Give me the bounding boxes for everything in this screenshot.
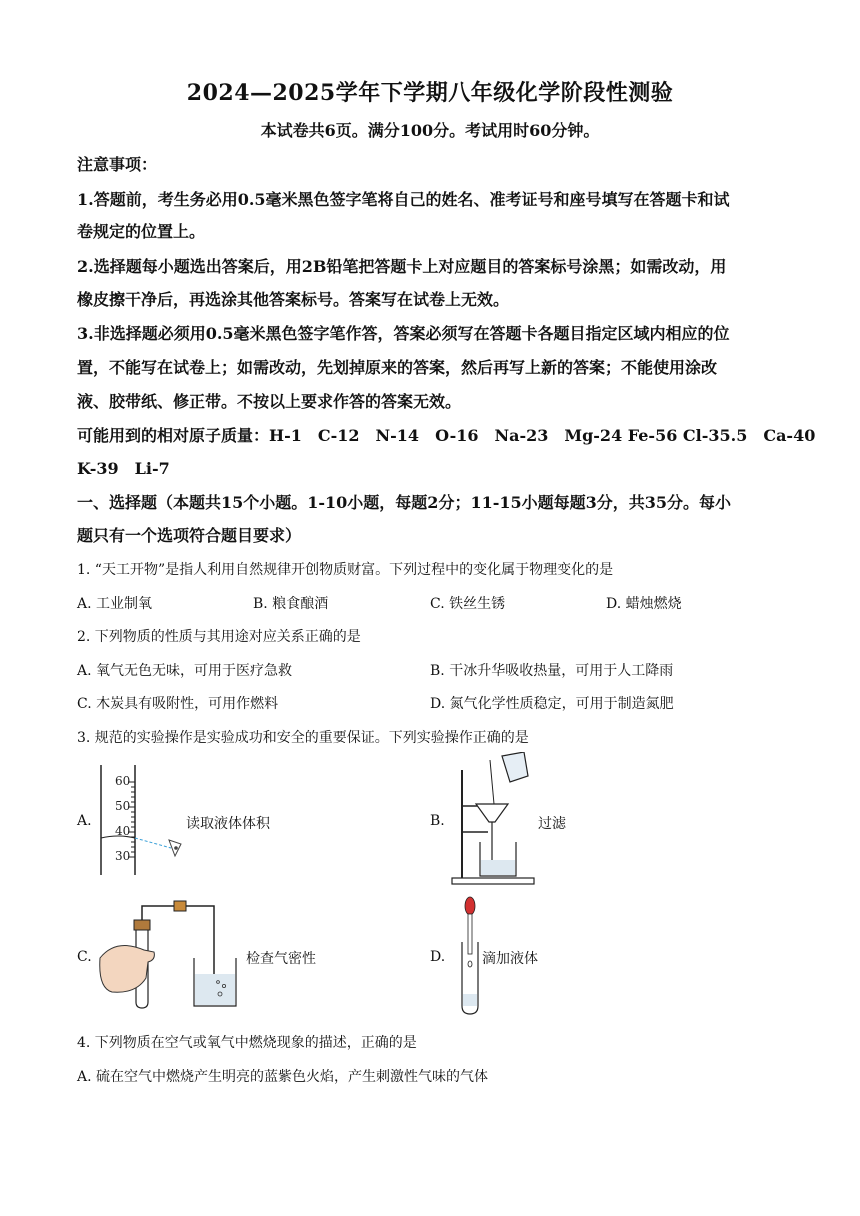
q2-option-b[interactable]: B. 干冰升华吸收热量，可用于人工降雨 xyxy=(430,663,674,679)
q3-option-b-letter[interactable]: B. xyxy=(430,813,445,829)
question-1-stem: 1. “天工开物”是指人利用自然规律开创物质财富。下列过程中的变化属于物理变化的是 xyxy=(77,562,614,578)
q3-option-a-caption: 读取液体体积 xyxy=(186,816,270,832)
notice-line: 2.选择题每小题选出答案后，用2B铅笔把答题卡上对应题目的答案标号涂黑；如需改动，用 xyxy=(77,257,727,276)
tick-label-50: 50 xyxy=(115,799,131,813)
q1-option-b[interactable]: B. 粮食酿酒 xyxy=(253,596,329,612)
exam-subtitle: 本试卷共6页。满分100分。考试用时60分钟。 xyxy=(260,121,600,140)
q1-option-a[interactable]: A. 工业制氧 xyxy=(77,596,153,612)
q1-option-c[interactable]: C. 铁丝生锈 xyxy=(430,596,506,612)
section-heading: 一、选择题（本题共15个小题。1-10小题，每题2分；11-15小题每题3分，共35分。每小 xyxy=(77,493,732,512)
atomic-mass-line: K-39 Li-7 xyxy=(77,459,170,478)
q3-option-a-letter[interactable]: A. xyxy=(77,813,92,829)
q2-option-c[interactable]: C. 木炭具有吸附性，可用作燃料 xyxy=(77,696,279,712)
filtration-figure xyxy=(448,752,548,888)
notice-line: 液、胶带纸、修正带。不按以上要求作答的答案无效。 xyxy=(77,392,462,411)
q3-option-d-letter[interactable]: D. xyxy=(430,949,446,965)
q4-option-a[interactable]: A. 硫在空气中燃烧产生明亮的蓝紫色火焰，产生刺激性气味的气体 xyxy=(77,1069,489,1085)
tick-label-60: 60 xyxy=(115,774,131,788)
notice-line: 置，不能写在试卷上；如需改动，先划掉原来的答案，然后再写上新的答案；不能使用涂改 xyxy=(77,358,718,377)
notice-line: 卷规定的位置上。 xyxy=(77,222,206,241)
question-2-stem: 2. 下列物质的性质与其用途对应关系正确的是 xyxy=(77,629,361,645)
tick-label-30: 30 xyxy=(115,849,131,863)
notice-line: 1.答题前，考生务必用0.5毫米黑色签字笔将自己的姓名、准考证号和座号填写在答题卡和试 xyxy=(77,190,730,209)
q3-option-c-letter[interactable]: C. xyxy=(77,949,92,965)
q2-option-d[interactable]: D. 氮气化学性质稳定，可用于制造氮肥 xyxy=(430,696,674,712)
q3-option-d-caption: 滴加液体 xyxy=(482,951,538,967)
exam-title: 2024—2025学年下学期八年级化学阶段性测验 xyxy=(186,80,674,106)
q3-option-c-caption: 检查气密性 xyxy=(246,951,316,967)
question-3-stem: 3. 规范的实验操作是实验成功和安全的重要保证。下列实验操作正确的是 xyxy=(77,730,529,746)
notice-heading: 注意事项： xyxy=(77,155,158,174)
q3-option-b-caption: 过滤 xyxy=(538,816,566,832)
notice-line: 3.非选择题必须用0.5毫米黑色签字笔作答，答案必须写在答题卡各题目指定区域内相应的位 xyxy=(77,324,730,343)
q1-option-d[interactable]: D. 蜡烛燃烧 xyxy=(606,596,682,612)
tick-label-40: 40 xyxy=(115,824,131,838)
dropper-figure xyxy=(455,894,485,1018)
q2-option-a[interactable]: A. 氧气无色无味，可用于医疗急救 xyxy=(77,663,293,679)
section-heading: 题只有一个选项符合题目要求） xyxy=(77,526,302,545)
airtightness-figure xyxy=(96,898,246,1010)
question-4-stem: 4. 下列物质在空气或氧气中燃烧现象的描述，正确的是 xyxy=(77,1035,417,1051)
notice-line: 橡皮擦干净后，再选涂其他答案标号。答案写在试卷上无效。 xyxy=(77,290,510,309)
atomic-mass-line: 可能用到的相对原子质量：H-1 C-12 N-14 O-16 Na-23 Mg-24 Fe-56 Cl-35.5 Ca-40 xyxy=(77,426,816,445)
